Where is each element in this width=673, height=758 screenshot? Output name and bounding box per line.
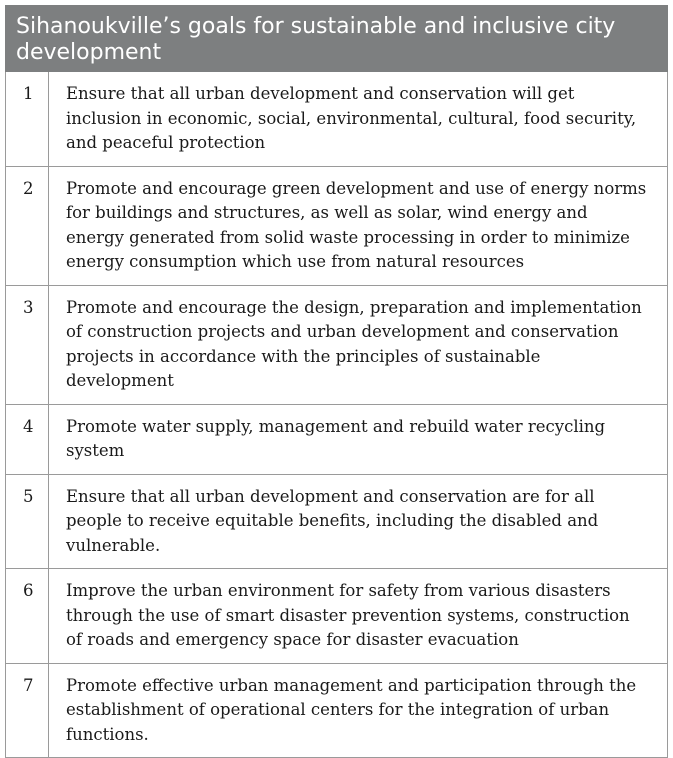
goal-text: Improve the urban environment for safety from various disasters through the use of smart disaster prevention systems, construction of roads and emergency space for disaster evacuation: [49, 569, 668, 664]
goal-text: Promote and encourage the design, preparation and implementation of construction projects and urban development and conservation projects in accordance with the principles of sustainable development: [49, 285, 668, 404]
table-title: Sihanoukville’s goals for sustainable and inclusive city development: [5, 5, 668, 72]
goals-table-body: [5, 72, 668, 757]
table-row: [6, 166, 668, 285]
row-number: 6: [6, 569, 49, 664]
table-row: [6, 285, 668, 404]
goal-text: Ensure that all urban development and conservation will get inclusion in economic, social, environmental, cultural, food security, and peaceful protection: [49, 72, 668, 166]
goal-text: Promote water supply, management and rebuild water recycling system: [49, 404, 668, 474]
table-row: [6, 474, 668, 569]
row-number: 1: [6, 72, 49, 166]
table-row: [6, 404, 668, 474]
goal-text: Promote effective urban management and participation through the establishment of operational centers for the integration of urban functions.: [49, 663, 668, 757]
row-number: 2: [6, 166, 49, 285]
row-number: 4: [6, 404, 49, 474]
table-row: [6, 569, 668, 664]
goal-text: Ensure that all urban development and conservation are for all people to receive equitable benefits, including the disabled and vulnerable.: [49, 474, 668, 569]
row-number: 3: [6, 285, 49, 404]
goal-text: Promote and encourage green development and use of energy norms for buildings and structures, as well as solar, wind energy and energy generated from solid waste processing in order to minimize energy consumption which use from natural resources: [49, 166, 668, 285]
table-row: [6, 663, 668, 757]
row-number: 7: [6, 663, 49, 757]
goals-table: [5, 5, 668, 758]
row-number: 5: [6, 474, 49, 569]
table-row: [6, 72, 668, 166]
